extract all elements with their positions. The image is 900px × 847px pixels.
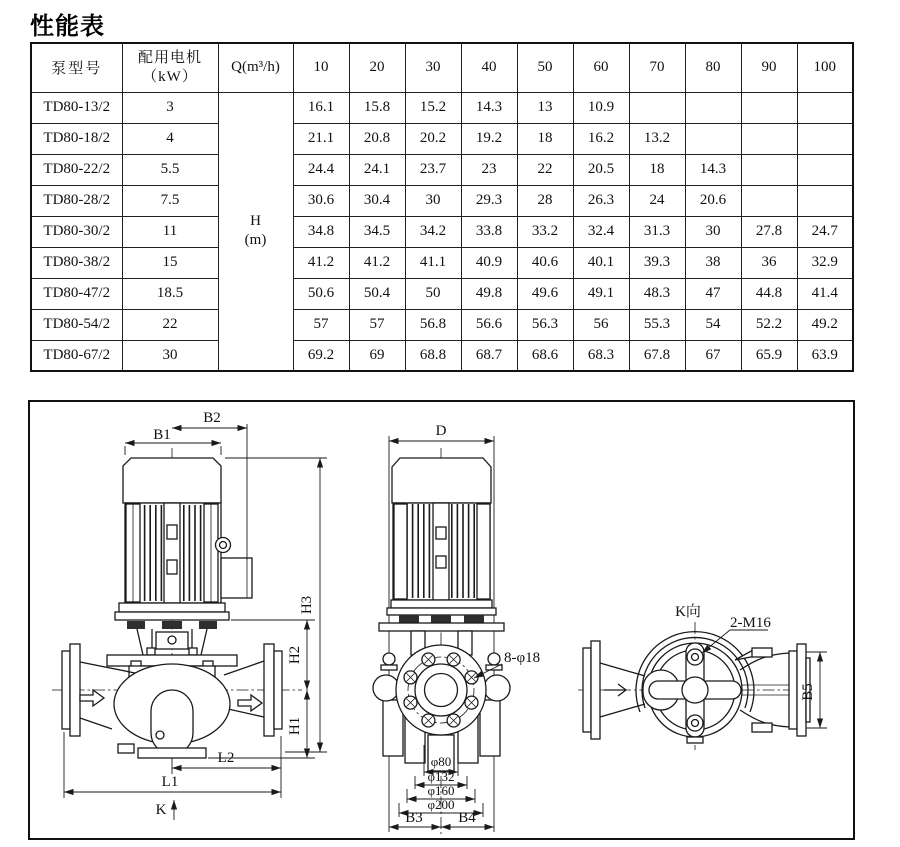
pump-lantern bbox=[137, 629, 207, 655]
table-header-row bbox=[31, 43, 853, 92]
head-value-cell: 19.2 bbox=[461, 123, 517, 154]
head-value-cell: 22 bbox=[517, 154, 573, 185]
head-value-cell: 33.8 bbox=[461, 216, 517, 247]
head-unit-cell: H (m) bbox=[218, 92, 293, 371]
dimension-drawing-frame bbox=[28, 400, 855, 840]
head-value-cell: 49.8 bbox=[461, 278, 517, 309]
motor-front bbox=[379, 458, 504, 655]
head-value-cell: 14.3 bbox=[685, 154, 741, 185]
dim-label-dia160: φ160 bbox=[427, 783, 455, 798]
head-value-cell: 26.3 bbox=[573, 185, 629, 216]
table-row bbox=[31, 123, 853, 154]
head-value-cell: 14.3 bbox=[461, 92, 517, 123]
head-value-cell: 10.9 bbox=[573, 92, 629, 123]
side-view bbox=[52, 410, 327, 820]
head-value-cell: 34.2 bbox=[405, 216, 461, 247]
power-cell: 5.5 bbox=[122, 154, 218, 185]
model-cell: TD80-13/2 bbox=[31, 92, 122, 123]
head-value-cell: 24.4 bbox=[293, 154, 349, 185]
head-value-cell: 39.3 bbox=[629, 247, 685, 278]
model-cell: TD80-28/2 bbox=[31, 185, 122, 216]
head-value-cell: 69.2 bbox=[293, 340, 349, 371]
head-value-cell: 52.2 bbox=[741, 309, 797, 340]
dim-label-8-holes: 8-φ18 bbox=[504, 650, 541, 666]
head-value-cell: 49.2 bbox=[797, 309, 853, 340]
head-value-cell: 33.2 bbox=[517, 216, 573, 247]
header-motor-line2: （kW） bbox=[142, 68, 198, 85]
header-flow-value: 90 bbox=[741, 43, 797, 92]
power-cell: 15 bbox=[122, 247, 218, 278]
dim-label-dia80: φ80 bbox=[430, 754, 452, 769]
dim-label-dia132: φ132 bbox=[427, 769, 455, 784]
pump-dimension-drawing bbox=[30, 402, 853, 838]
head-value-cell: 50.6 bbox=[293, 278, 349, 309]
flow-arrow-out bbox=[238, 695, 262, 711]
head-value-cell: 56.3 bbox=[517, 309, 573, 340]
head-value-cell: 38 bbox=[685, 247, 741, 278]
head-value-cell: 65.9 bbox=[741, 340, 797, 371]
dim-label-b4: B4 bbox=[458, 810, 476, 826]
table-row bbox=[31, 154, 853, 185]
suction-flange-face bbox=[373, 645, 510, 771]
head-value-cell: 68.6 bbox=[517, 340, 573, 371]
head-value-cell: 30.6 bbox=[293, 185, 349, 216]
head-value-cell: 49.1 bbox=[573, 278, 629, 309]
head-value-cell: 30 bbox=[685, 216, 741, 247]
head-value-cell: 50 bbox=[405, 278, 461, 309]
header-flow-value: 20 bbox=[349, 43, 405, 92]
head-value-cell: 15.8 bbox=[349, 92, 405, 123]
head-value-cell bbox=[741, 123, 797, 154]
head-value-cell: 68.3 bbox=[573, 340, 629, 371]
header-flow-value: 60 bbox=[573, 43, 629, 92]
top-view-k bbox=[578, 603, 827, 750]
motor-side bbox=[115, 458, 252, 629]
flow-arrow-in bbox=[80, 690, 104, 706]
table-row bbox=[31, 92, 853, 123]
head-value-cell: 47 bbox=[685, 278, 741, 309]
head-value-cell: 41.2 bbox=[293, 247, 349, 278]
model-cell: TD80-54/2 bbox=[31, 309, 122, 340]
head-value-cell: 32.9 bbox=[797, 247, 853, 278]
head-value-cell: 54 bbox=[685, 309, 741, 340]
header-flow-value: 10 bbox=[293, 43, 349, 92]
head-value-cell: 28 bbox=[517, 185, 573, 216]
header-motor-line1: 配用电机 bbox=[137, 50, 202, 66]
head-value-cell: 16.1 bbox=[293, 92, 349, 123]
head-value-cell bbox=[685, 123, 741, 154]
head-value-cell: 15.2 bbox=[405, 92, 461, 123]
table-row bbox=[31, 340, 853, 371]
head-value-cell: 20.5 bbox=[573, 154, 629, 185]
dim-label-k: K bbox=[155, 802, 167, 818]
head-value-cell bbox=[797, 154, 853, 185]
head-value-cell: 23.7 bbox=[405, 154, 461, 185]
header-flow-value: 30 bbox=[405, 43, 461, 92]
head-value-cell: 55.3 bbox=[629, 309, 685, 340]
head-value-cell: 16.2 bbox=[573, 123, 629, 154]
head-value-cell: 21.1 bbox=[293, 123, 349, 154]
model-cell: TD80-22/2 bbox=[31, 154, 122, 185]
head-value-cell: 44.8 bbox=[741, 278, 797, 309]
head-value-cell: 69 bbox=[349, 340, 405, 371]
dim-label-d: D bbox=[435, 423, 447, 439]
header-flow-value: 40 bbox=[461, 43, 517, 92]
header-model: 泵型号 bbox=[31, 43, 122, 92]
dim-label-h1: H1 bbox=[287, 716, 303, 736]
head-value-cell: 56.8 bbox=[405, 309, 461, 340]
dim-label-h2: H2 bbox=[287, 645, 303, 665]
head-value-cell: 57 bbox=[349, 309, 405, 340]
power-cell: 11 bbox=[122, 216, 218, 247]
head-value-cell bbox=[629, 92, 685, 123]
power-cell: 30 bbox=[122, 340, 218, 371]
head-value-cell: 68.7 bbox=[461, 340, 517, 371]
head-value-cell: 57 bbox=[293, 309, 349, 340]
head-value-cell: 30 bbox=[405, 185, 461, 216]
table-row bbox=[31, 278, 853, 309]
head-value-cell bbox=[741, 154, 797, 185]
front-view bbox=[373, 423, 540, 834]
model-cell: TD80-47/2 bbox=[31, 278, 122, 309]
pump-casing-side bbox=[62, 644, 282, 758]
head-value-cell: 32.4 bbox=[573, 216, 629, 247]
view-label-k: K向 bbox=[675, 604, 701, 620]
head-value-cell: 56.6 bbox=[461, 309, 517, 340]
head-value-cell bbox=[797, 92, 853, 123]
head-value-cell: 24 bbox=[629, 185, 685, 216]
head-value-cell: 63.9 bbox=[797, 340, 853, 371]
dim-label-b2: B2 bbox=[203, 410, 221, 426]
head-value-cell: 13 bbox=[517, 92, 573, 123]
header-flow-value: 80 bbox=[685, 43, 741, 92]
dim-label-l2: L2 bbox=[217, 750, 235, 766]
head-value-cell: 48.3 bbox=[629, 278, 685, 309]
table-row bbox=[31, 216, 853, 247]
dim-label-b3: B3 bbox=[405, 810, 423, 826]
dim-label-b1: B1 bbox=[153, 427, 171, 443]
head-value-cell: 41.4 bbox=[797, 278, 853, 309]
head-value-cell: 40.6 bbox=[517, 247, 573, 278]
head-value-cell: 31.3 bbox=[629, 216, 685, 247]
head-value-cell: 67 bbox=[685, 340, 741, 371]
header-motor-power bbox=[122, 43, 218, 92]
header-flow-value: 50 bbox=[517, 43, 573, 92]
head-value-cell: 13.2 bbox=[629, 123, 685, 154]
head-value-cell: 36 bbox=[741, 247, 797, 278]
head-value-cell bbox=[797, 185, 853, 216]
dim-label-dia200: φ200 bbox=[427, 797, 455, 812]
power-cell: 4 bbox=[122, 123, 218, 154]
head-value-cell: 49.6 bbox=[517, 278, 573, 309]
power-cell: 3 bbox=[122, 92, 218, 123]
header-flow-value: 100 bbox=[797, 43, 853, 92]
head-value-cell: 56 bbox=[573, 309, 629, 340]
table-row bbox=[31, 247, 853, 278]
page-title: 性能表 bbox=[30, 13, 105, 40]
head-value-cell: 68.8 bbox=[405, 340, 461, 371]
power-cell: 18.5 bbox=[122, 278, 218, 309]
head-value-cell bbox=[685, 92, 741, 123]
discharge-flange bbox=[264, 644, 274, 736]
head-value-cell: 20.6 bbox=[685, 185, 741, 216]
head-value-cell: 18 bbox=[517, 123, 573, 154]
table-row bbox=[31, 309, 853, 340]
head-value-cell: 34.8 bbox=[293, 216, 349, 247]
head-value-cell: 30.4 bbox=[349, 185, 405, 216]
power-cell: 22 bbox=[122, 309, 218, 340]
head-value-cell: 41.2 bbox=[349, 247, 405, 278]
eye-bolt bbox=[216, 538, 231, 553]
dim-label-l1: L1 bbox=[161, 774, 179, 790]
header-flow-value: 70 bbox=[629, 43, 685, 92]
table-row bbox=[31, 185, 853, 216]
dim-label-h3: H3 bbox=[299, 595, 315, 615]
table-body bbox=[31, 92, 853, 371]
dim-label-2m16: 2-M16 bbox=[730, 615, 771, 631]
head-value-cell: 27.8 bbox=[741, 216, 797, 247]
model-cell: TD80-38/2 bbox=[31, 247, 122, 278]
header-flow: Q(m³/h) bbox=[218, 43, 293, 92]
head-value-cell: 24.7 bbox=[797, 216, 853, 247]
head-value-cell bbox=[741, 185, 797, 216]
model-cell: TD80-18/2 bbox=[31, 123, 122, 154]
model-cell: TD80-67/2 bbox=[31, 340, 122, 371]
head-value-cell: 34.5 bbox=[349, 216, 405, 247]
head-value-cell: 23 bbox=[461, 154, 517, 185]
head-value-cell: 50.4 bbox=[349, 278, 405, 309]
power-cell: 7.5 bbox=[122, 185, 218, 216]
performance-table bbox=[30, 42, 854, 372]
head-value-cell bbox=[797, 123, 853, 154]
suction-flange bbox=[62, 651, 70, 729]
head-value-cell: 40.9 bbox=[461, 247, 517, 278]
model-cell: TD80-30/2 bbox=[31, 216, 122, 247]
head-value-cell: 41.1 bbox=[405, 247, 461, 278]
head-value-cell: 29.3 bbox=[461, 185, 517, 216]
head-value-cell: 18 bbox=[629, 154, 685, 185]
head-value-cell: 20.8 bbox=[349, 123, 405, 154]
head-value-cell: 40.1 bbox=[573, 247, 629, 278]
dim-label-b5: B5 bbox=[800, 683, 816, 701]
head-value-cell: 20.2 bbox=[405, 123, 461, 154]
head-value-cell: 24.1 bbox=[349, 154, 405, 185]
head-value-cell bbox=[741, 92, 797, 123]
head-value-cell: 67.8 bbox=[629, 340, 685, 371]
